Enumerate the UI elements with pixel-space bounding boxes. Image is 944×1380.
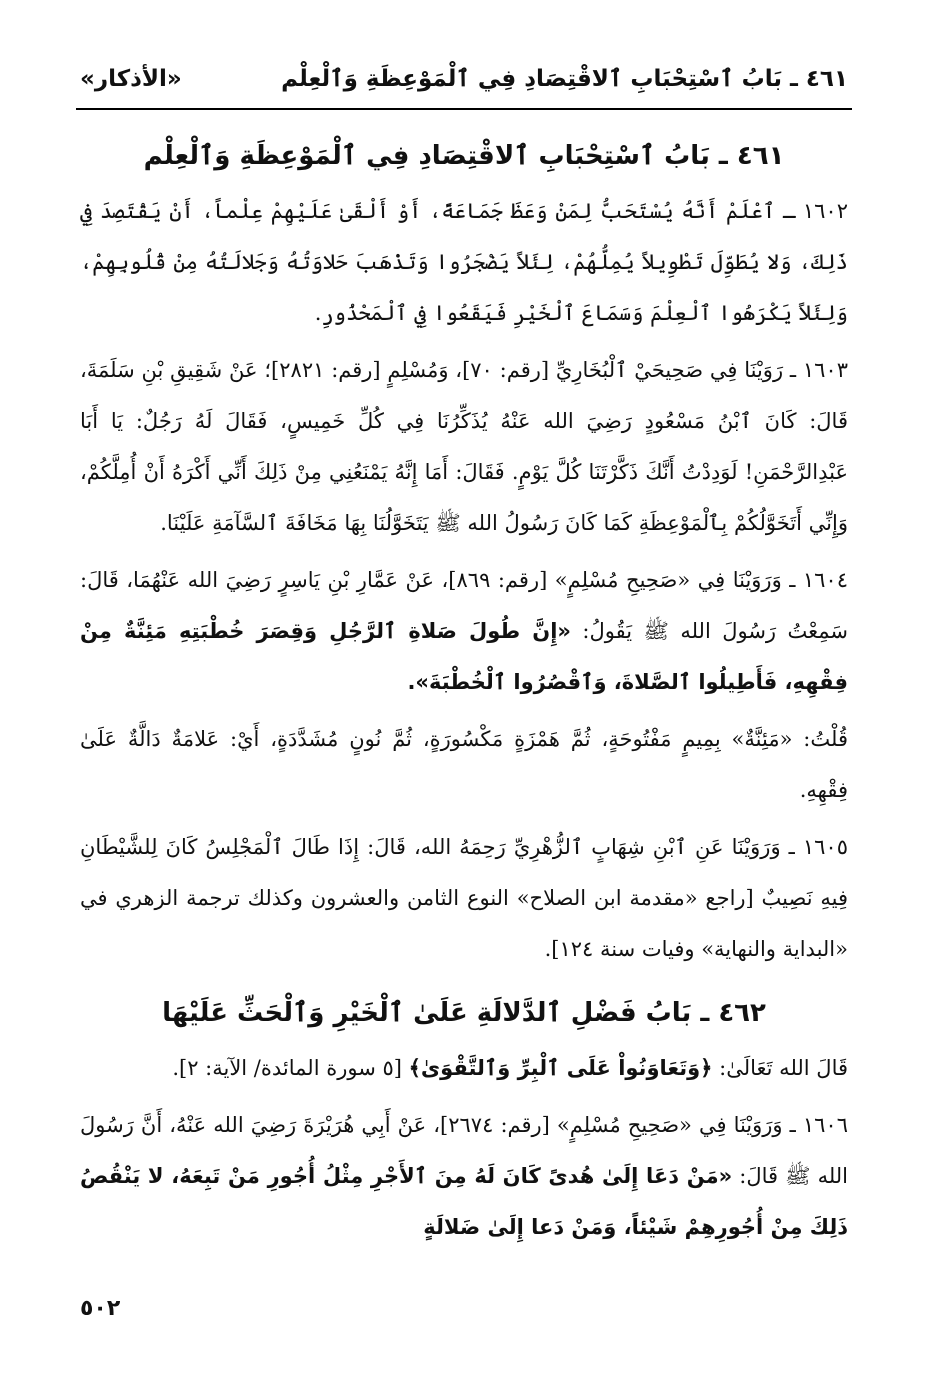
- paragraph-1602: ١٦٠٢ ـ ٱعْلَمْ أَنَّهُ يُسْتَحَبُّ لِمَنْ وَعَظَ جَمَاعَةً، أَوْ أَلْقَىٰ عَلَيْهِمْ عِلْماً، أَنْ يَقْتَصِدَ فِي ذَلِكَ، وَلا يُطَوِّلَ تَطْوِيلاً يُمِلُّهُمْ، لِئَلاً يَضْجَرُوا وَتَذْهَبَ حَلاوَتُهُ وَجَلالَتُهُ مِنْ قُلُوبِهِمْ، وَلِئَلاً يَكْرَهُوا ٱلْعِلْمَ وَسَمَاعَ ٱلْخَيْرِ فَيَقَعُوا فِي ٱلْمَحْذُورِ.: [80, 199, 848, 325]
- header-book-title: «الأذكار»: [80, 66, 182, 92]
- paragraph-1605: ١٦٠٥ ـ وَرَوَيْنَا عَنِ ٱبْنِ شِهَابٍ ٱلزُّهْرِيِّ رَحِمَهُ الله، قَالَ: إِذَا طَالَ ٱلْمَجْلِسُ كَانَ لِلشَّيْطَانِ فِيهِ نَصِيبٌ [راجع «مقدمة ابن الصلاح» النوع الثامن والعشرون وكذلك ترجمة الزهري في «البداية والنهاية» وفيات سنة ١٢٤].: [80, 835, 848, 961]
- paragraph-note: قُلْتُ: «مَئِنَّةٌ» بِمِيمٍ مَفْتُوحَةٍ، ثُمَّ هَمْزَةٍ مَكْسُورَةٍ، ثُمَّ نُونٍ مُشَدَّدَةٍ، أَيْ: عَلامَةٌ دَالَّةٌ عَلَىٰ فِقْهِهِ.: [80, 727, 848, 802]
- page-content: [80, 118, 848, 1259]
- paragraph-1606: [80, 1100, 848, 1253]
- quran-verse: ﴿وَتَعَاوَنُواْ عَلَى ٱلْبِرِّ وَٱلتَّقْوَىٰ﴾: [408, 1056, 713, 1080]
- paragraph-1604: [80, 555, 848, 708]
- chapter-heading-462: ٤٦٢ ـ بَابُ فَضْلِ ٱلدَّلالَةِ عَلَىٰ ٱلْخَيْرِ وَٱلْحَثِّ عَلَيْهَا: [162, 998, 766, 1028]
- paragraph-ayah: [80, 1043, 848, 1094]
- chapter-heading-461: ٤٦١ ـ بَابُ ٱسْتِحْبَابِ ٱلاقْتِصَادِ فِي ٱلْمَوْعِظَةِ وَٱلْعِلْم: [143, 141, 785, 171]
- page-number: ٥٠٢: [80, 1296, 121, 1321]
- paragraph-1603: ١٦٠٣ ـ رَوَيْنَا فِي صَحِيحَيْ ٱلْبُخَارِيِّ [رقم: ٧٠]، وَمُسْلِمٍ [رقم: ٢٨٢١]؛ عَنْ شَقِيقِ بْنِ سَلَمَةَ، قَالَ: كَانَ ٱبْنُ مَسْعُودٍ رَضِيَ الله عَنْهُ يُذَكِّرُنَا فِي كُلِّ خَمِيسٍ، فَقَالَ لَهُ رَجُلٌ: يَا أَبَا عَبْدِالرَّحْمَنِ! لَوَدِدْتُ أَنَّكَ ذَكَّرْتَنَا كُلَّ يَوْمٍ. فَقَالَ: أَمَا إِنَّهُ يَمْنَعُنِي مِنْ ذَلِكَ أَنِّي أَكْرَهُ أَنْ أُمِلَّكُمْ، وَإِنِّي أَتَخَوَّلُكُمْ بِٱلْمَوْعِظَةِ كَمَا كَانَ رَسُولُ الله ﷺ يَتَخَوَّلُنَا بِهَا مَخَافَةَ ٱلسَّآمَةِ عَلَيْنَا.: [80, 358, 848, 535]
- paragraph-1606-text: ١٦٠٦ ـ وَرَوَيْنَا فِي «صَحِيحِ مُسْلِمٍ» [رقم: ٢٦٧٤]، عَنْ أَبِي هُرَيْرَةَ رَضِيَ الله عَنْهُ، أَنَّ رَسُولَ الله ﷺ قَالَ:: [80, 1113, 849, 1188]
- ayah-intro: قَالَ الله تَعَالَىٰ:: [712, 1056, 848, 1080]
- hadith-quote-1606: «مَنْ دَعَا إِلَىٰ هُدىً كَانَ لَهُ مِنَ ٱلأَجْرِ مِثْلُ أُجُورِ مَنْ تَبِعَهُ، لا يَنْقُصُ ذَلِكَ مِنْ أُجُورِهِمْ شَيْئاً، وَمَنْ دَعا إِلَىٰ ضَلالَةٍ: [80, 1164, 848, 1239]
- hadith-quote-1604: «إِنَّ طُولَ صَلاةِ ٱلرَّجُلِ وَقِصَرَ خُطْبَتِهِ مَئِنَّةٌ مِنْ فِقْهِهِ، فَأَطِيلُوا ٱلصَّلاةَ، وَٱقْصُرُوا ٱلْخُطْبَةَ».: [80, 619, 848, 694]
- header-rule: [76, 108, 852, 110]
- header-chapter-title: ٤٦١ ـ بَابُ ٱسْتِحْبَابِ ٱلاقْتِصَادِ فِي ٱلْمَوْعِظَةِ وَٱلْعِلْم: [281, 66, 848, 92]
- paragraph-1604-text: ١٦٠٤ ـ وَرَوَيْنَا فِي «صَحِيحِ مُسْلِمٍ» [رقم: ٨٦٩]، عَنْ عَمَّارِ بْنِ يَاسِرٍ رَضِيَ الله عَنْهُمَا، قَالَ: سَمِعْتُ رَسُولَ الله ﷺ يَقُولُ:: [80, 568, 848, 643]
- book-page: [80, 0, 848, 1380]
- ayah-reference: [٥ سورة المائدة/ الآية: ٢].: [172, 1056, 409, 1080]
- running-header: [80, 66, 848, 92]
